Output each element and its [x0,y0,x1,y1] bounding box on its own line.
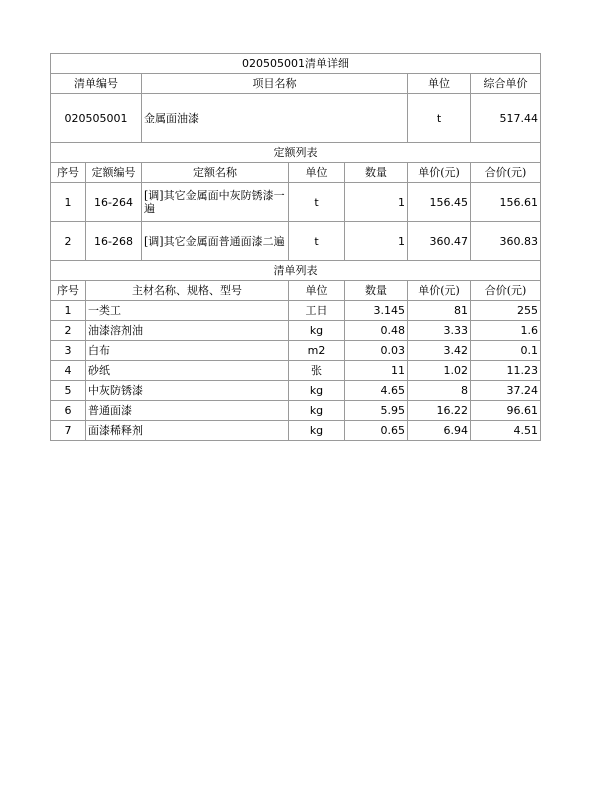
quota-name: [调]其它金属面中灰防锈漆一遍 [142,183,289,222]
material-name: 中灰防锈漆 [86,381,289,401]
material-price: 81 [408,301,471,321]
material-row [51,341,541,361]
material-unit: m2 [289,341,345,361]
col-code-header: 清单编号 [51,74,142,94]
quota-price: 360.47 [408,222,471,261]
material-price: 6.94 [408,421,471,441]
material-unit: kg [289,381,345,401]
page-title: 020505001清单详细 [51,54,541,74]
material-price: 1.02 [408,361,471,381]
materials-col-no: 序号 [51,281,86,301]
material-row [51,381,541,401]
material-no: 6 [51,401,86,421]
material-total: 4.51 [471,421,541,441]
title-row [51,54,541,74]
col-unit-header: 单位 [408,74,471,94]
quota-unit: t [289,183,345,222]
quota-total: 360.83 [471,222,541,261]
quota-col-price: 单价(元) [408,163,471,183]
material-qty: 11 [345,361,408,381]
material-unit: 工日 [289,301,345,321]
materials-col-name: 主材名称、规格、型号 [86,281,289,301]
quota-row [51,222,541,261]
material-name: 面漆稀释剂 [86,421,289,441]
material-row [51,421,541,441]
quota-total: 156.61 [471,183,541,222]
quota-qty: 1 [345,222,408,261]
quota-section-title: 定额列表 [51,143,541,163]
material-total: 11.23 [471,361,541,381]
materials-section-row [51,261,541,281]
material-no: 1 [51,301,86,321]
material-price: 16.22 [408,401,471,421]
quota-row [51,183,541,222]
materials-col-unit: 单位 [289,281,345,301]
quota-col-no: 序号 [51,163,86,183]
material-row [51,321,541,341]
col-name-header: 项目名称 [142,74,408,94]
item-header-row [51,74,541,94]
material-row [51,361,541,381]
material-qty: 5.95 [345,401,408,421]
material-qty: 0.48 [345,321,408,341]
quota-qty: 1 [345,183,408,222]
materials-header-row [51,281,541,301]
material-name: 白布 [86,341,289,361]
material-unit: kg [289,401,345,421]
quota-no: 2 [51,222,86,261]
quota-col-unit: 单位 [289,163,345,183]
item-name: 金属面油漆 [142,94,408,143]
bill-detail-table [50,53,541,441]
quota-price: 156.45 [408,183,471,222]
col-price-header: 综合单价 [471,74,541,94]
material-no: 7 [51,421,86,441]
material-qty: 3.145 [345,301,408,321]
material-name: 一类工 [86,301,289,321]
material-qty: 0.65 [345,421,408,441]
item-code: 020505001 [51,94,142,143]
item-price: 517.44 [471,94,541,143]
item-unit: t [408,94,471,143]
material-row [51,301,541,321]
quota-col-name: 定额名称 [142,163,289,183]
material-total: 255 [471,301,541,321]
material-no: 3 [51,341,86,361]
material-unit: 张 [289,361,345,381]
material-price: 3.33 [408,321,471,341]
material-qty: 4.65 [345,381,408,401]
quota-no: 1 [51,183,86,222]
material-total: 1.6 [471,321,541,341]
material-total: 37.24 [471,381,541,401]
quota-unit: t [289,222,345,261]
quota-col-qty: 数量 [345,163,408,183]
material-row [51,401,541,421]
materials-col-qty: 数量 [345,281,408,301]
materials-col-price: 单价(元) [408,281,471,301]
quota-header-row [51,163,541,183]
material-unit: kg [289,421,345,441]
material-total: 0.1 [471,341,541,361]
material-name: 砂纸 [86,361,289,381]
quota-name: [调]其它金属面普通面漆二遍 [142,222,289,261]
material-no: 2 [51,321,86,341]
quota-col-code: 定额编号 [86,163,142,183]
quota-section-row [51,143,541,163]
materials-col-total: 合价(元) [471,281,541,301]
material-no: 5 [51,381,86,401]
material-total: 96.61 [471,401,541,421]
quota-code: 16-268 [86,222,142,261]
material-name: 油漆溶剂油 [86,321,289,341]
material-qty: 0.03 [345,341,408,361]
material-unit: kg [289,321,345,341]
quota-col-total: 合价(元) [471,163,541,183]
bill-detail-sheet [50,53,540,441]
material-name: 普通面漆 [86,401,289,421]
material-price: 3.42 [408,341,471,361]
material-no: 4 [51,361,86,381]
material-price: 8 [408,381,471,401]
materials-section-title: 清单列表 [51,261,541,281]
item-row [51,94,541,143]
quota-code: 16-264 [86,183,142,222]
